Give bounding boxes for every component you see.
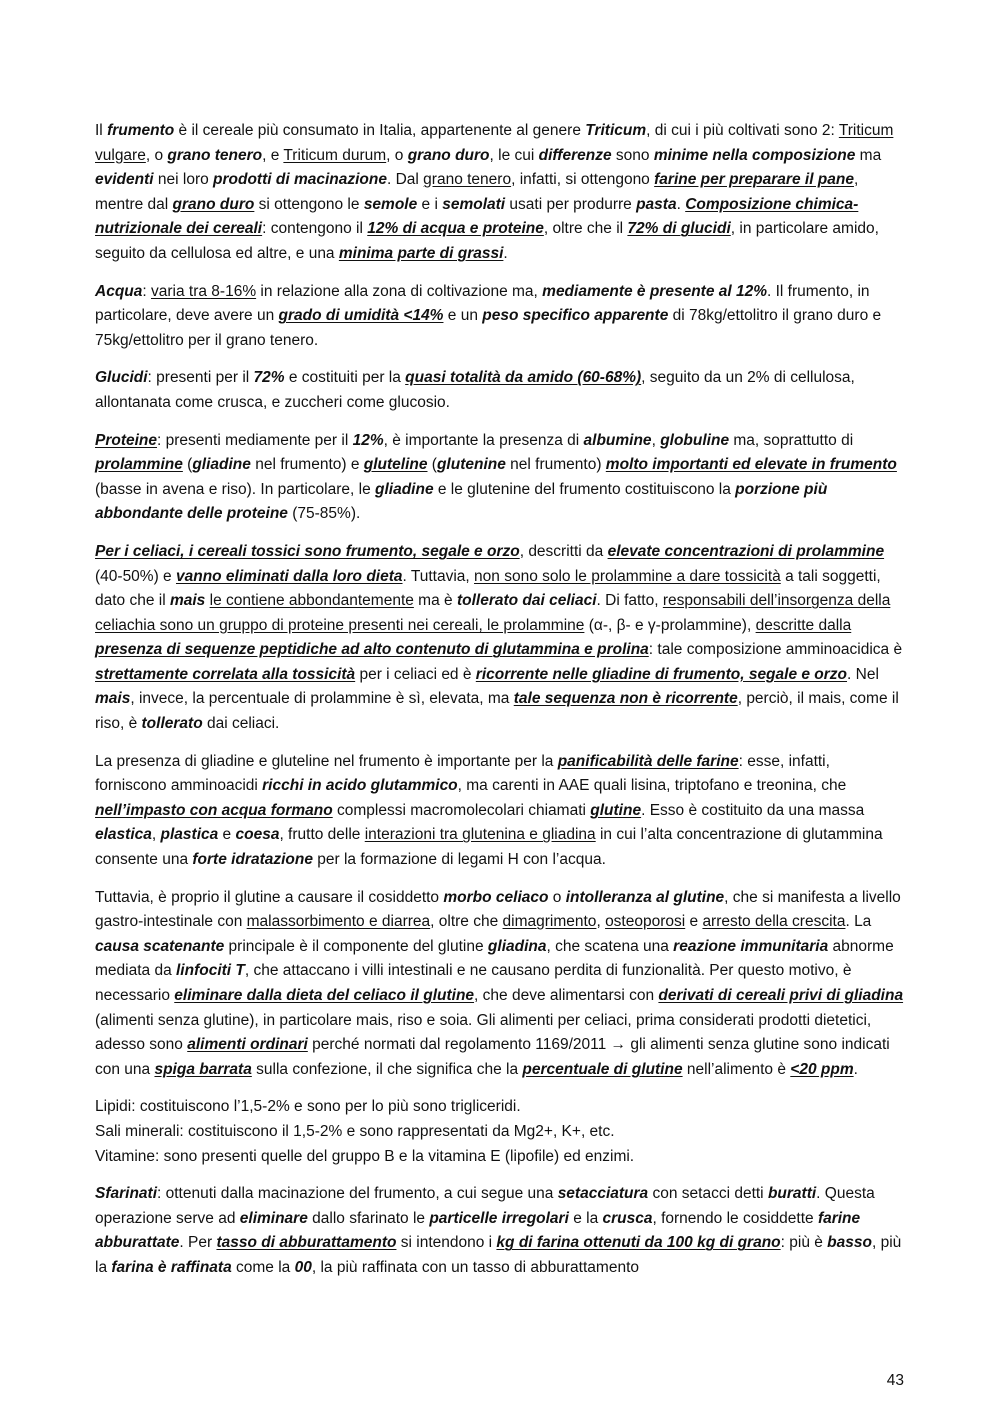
emphasis-underlined-text: tale sequenza non è ricorrente	[513, 690, 738, 708]
emphasis-underlined-text: alimenti ordinari	[187, 1036, 308, 1054]
emphasis-text: farine abburattate	[95, 1209, 861, 1252]
emphasis-text: Acqua	[95, 282, 143, 300]
text-run: .	[503, 244, 508, 262]
emphasis-text: crusca	[602, 1209, 653, 1227]
emphasis-text: 1,5-2%	[240, 1098, 290, 1116]
text-run: sono	[611, 146, 654, 164]
text-run: ,	[151, 826, 161, 844]
emphasis-underlined-text: 72% di glucidi	[627, 220, 731, 238]
emphasis-text: setacciatura	[557, 1185, 649, 1203]
text-run: , frutto delle	[279, 826, 365, 844]
emphasis-text: glutenine	[436, 456, 506, 474]
text-run: nel frumento)	[505, 456, 606, 474]
text-run: : contengono il	[262, 220, 368, 238]
text-run: , in particolare amido, seguito da cellulosa ed altre, e una	[95, 220, 879, 262]
emphasis-text: linfociti T	[176, 962, 245, 980]
text-run: .	[676, 195, 686, 213]
text-run: . Tuttavia,	[402, 567, 475, 585]
text-run: , le cui	[489, 146, 539, 164]
text-run: e la	[394, 1147, 429, 1165]
paragraph	[95, 366, 905, 415]
text-run: . Di fatto,	[596, 592, 663, 610]
text-run: per la formazione di legami H con l’acqua.	[312, 851, 606, 869]
text-run: . Esso è costituito da una massa	[641, 801, 865, 819]
nutrient-line	[95, 1095, 905, 1120]
text-run: , descritti da	[519, 542, 608, 560]
text-run: , e	[262, 146, 284, 164]
underlined-text: responsabili dell’insorgenza della celiachia sono un gruppo di proteine presenti nei cereali, le prolammine	[95, 592, 891, 634]
emphasis-underlined-text: elevate concentrazioni di prolammine	[607, 542, 885, 560]
emphasis-text: grano duro	[407, 146, 490, 164]
emphasis-text: causa scatenante	[95, 937, 225, 955]
text-run: , infatti, si ottengono	[511, 171, 655, 189]
text-run: nell’alimento è	[682, 1060, 791, 1078]
emphasis-underlined-text: farine per preparare il pane	[654, 171, 854, 189]
text-run: :	[142, 282, 151, 300]
nutrient-line	[95, 1145, 905, 1170]
text-run: in cui l’alta concentrazione di glutammina consente una	[95, 826, 883, 869]
text-run: (alimenti senza glutine), in particolare mais, riso e soia. Gli alimenti per celiaci, prima considerati prodotti dietetici, adesso sono	[95, 1011, 872, 1054]
emphasis-text: gliadina	[487, 937, 547, 955]
emphasis-text: Triticum	[585, 122, 647, 139]
underlined-text: arresto della crescita	[702, 913, 846, 931]
text-run: si intendono i	[396, 1234, 497, 1252]
text-run: dallo sfarinato le	[307, 1209, 430, 1227]
emphasis-text: intolleranza al glutine	[565, 888, 725, 906]
emphasis-text: gruppo B	[331, 1147, 395, 1165]
text-run: e sono per lo più sono	[289, 1098, 451, 1116]
paragraph	[95, 429, 905, 527]
text-run: , che deve alimentarsi con	[474, 987, 659, 1004]
text-run: ,	[651, 431, 661, 449]
text-run: (	[427, 456, 437, 474]
text-run: è il cereale più consumato in Italia, appartenente al genere	[174, 122, 586, 139]
text-run: : costituiscono il	[179, 1122, 294, 1140]
text-run: , fornendo le cosiddette	[652, 1209, 818, 1227]
text-run: : più è	[780, 1234, 828, 1252]
text-run: . La	[845, 913, 872, 931]
emphasis-underlined-text: gluteline	[363, 456, 428, 474]
underlined-text: interazioni tra glutenina e gliadina	[364, 826, 596, 844]
text-run: , più la	[95, 1234, 902, 1276]
emphasis-underlined-text: prolammine	[95, 456, 183, 474]
text-run: , invece, la percentuale di prolammine è sì, elevata, ma	[130, 690, 514, 708]
text-run: e i	[417, 195, 443, 213]
emphasis-underlined-text: nell’impasto con acqua formano	[95, 801, 333, 819]
text-run: (40-50%) e	[95, 567, 176, 585]
emphasis-text: elastica	[95, 826, 152, 844]
text-run: , la più raffinata con un tasso di abburattamento	[311, 1258, 639, 1276]
text-run: : presenti per il	[147, 369, 254, 387]
text-run: . Nel	[847, 665, 879, 683]
text-run: (lipofile) ed enzimi.	[500, 1147, 635, 1165]
emphasis-text: prodotti di macinazione	[213, 171, 387, 189]
emphasis-text: globuline	[660, 431, 730, 449]
text-run: , o	[386, 146, 408, 164]
emphasis-underlined-text: 12% di acqua e proteine	[367, 220, 544, 238]
emphasis-underlined-text: eliminare dalla dieta del celiaco il glutine	[174, 987, 475, 1004]
text-run: dai celiaci.	[202, 715, 280, 733]
emphasis-underlined-text: Proteine	[95, 431, 158, 449]
emphasis-text: coesa	[235, 826, 280, 844]
text-run: ma è	[413, 592, 457, 610]
emphasis-underlined-text: Per i celiaci, i cereali tossici sono frumento, segale e orzo	[95, 542, 520, 560]
text-run: principale è il componente del glutine	[224, 937, 488, 955]
text-run: nei loro	[153, 171, 214, 189]
emphasis-underlined-text: derivati di cereali privi di gliadina	[658, 987, 904, 1004]
paragraph	[95, 280, 905, 354]
text-run: Il	[95, 122, 108, 139]
emphasis-text: semole	[363, 195, 418, 213]
emphasis-underlined-text: ricorrente nelle gliadine di frumento, segale e orzo	[475, 665, 848, 683]
text-run: e la	[568, 1209, 603, 1227]
text-run: ma	[855, 146, 882, 164]
text-run: si ottengono le	[254, 195, 364, 213]
emphasis-underlined-text: <20 ppm	[790, 1060, 854, 1078]
text-run: . Il frumento, in particolare, deve avere un	[95, 282, 870, 325]
emphasis-text: semolati	[442, 195, 506, 213]
emphasis-text: 1,5-2%	[293, 1122, 343, 1140]
text-run: o	[548, 888, 566, 906]
emphasis-text: ricchi in acido glutammico	[262, 777, 458, 795]
text-run: abnorme mediata da	[95, 937, 894, 980]
underlined-text: descritte dalla	[755, 616, 852, 634]
emphasis-text: 12%	[352, 431, 384, 449]
text-run: , che scatena una	[546, 937, 674, 955]
emphasis-text: morbo celiaco	[443, 888, 549, 906]
text-run: complessi macromolecolari chiamati	[332, 801, 591, 819]
text-run: con setacci detti	[648, 1185, 768, 1203]
text-run: (75-85%).	[287, 505, 361, 523]
paragraph	[95, 886, 905, 1083]
text-run: nel frumento) e	[250, 456, 364, 474]
emphasis-text: eliminare	[239, 1209, 308, 1227]
emphasis-text: tollerato dai celiaci	[456, 592, 597, 610]
emphasis-text: Lipidi	[95, 1098, 132, 1116]
text-run: , ma carenti in AAE quali lisina, triptofano e treonina, che	[457, 777, 847, 795]
text-run: e	[218, 826, 236, 844]
text-run: , di cui i più coltivati sono 2:	[646, 122, 839, 139]
underlined-text: malassorbimento e diarrea	[246, 913, 431, 931]
emphasis-underlined-text: strettamente correlata alla tossicità	[95, 665, 356, 683]
emphasis-text: peso specifico apparente	[482, 307, 669, 325]
emphasis-text: reazione immunitaria	[673, 937, 829, 955]
emphasis-underlined-text: kg di farina ottenuti da 100 kg di grano	[496, 1234, 781, 1252]
emphasis-text: mediamente è presente al 12%	[542, 282, 768, 300]
text-run: , che attaccano i villi intestinali e ne causano perdita di funzionalità. Per questo motivo, è necessario	[95, 962, 852, 1004]
emphasis-underlined-text: trigliceridi	[450, 1098, 517, 1116]
emphasis-text: albumine	[583, 431, 652, 449]
emphasis-text: plastica	[160, 826, 219, 844]
text-run: ma, soprattutto di	[729, 431, 854, 449]
text-run: : presenti mediamente per il	[157, 431, 353, 449]
text-run: , è importante la presenza di	[383, 431, 584, 449]
text-run: . Dal	[386, 171, 424, 189]
emphasis-underlined-text: tasso di abburattamento	[216, 1234, 397, 1252]
text-run: e le glutenine del frumento costituiscono la	[433, 480, 736, 498]
text-run: : ottenuti dalla macinazione del frumento, a cui segue una	[157, 1185, 558, 1203]
page-number: 43	[886, 1372, 904, 1389]
text-run: a tali soggetti, dato che il	[95, 567, 881, 610]
emphasis-underlined-text: grado di umidità <14%	[278, 307, 444, 325]
underlined-text: varia tra 8-16%	[151, 282, 257, 300]
emphasis-text: 72%	[253, 369, 285, 387]
emphasis-underlined-text: Composizione chimica-nutrizionale dei cereali	[95, 195, 859, 238]
emphasis-text: vitamina E	[428, 1147, 501, 1165]
text-run: di 78kg/ettolitro il grano duro e 75kg/ettolitro per il grano tenero.	[95, 307, 882, 349]
text-run: e	[685, 913, 703, 931]
text-run: usati per produrre	[505, 195, 637, 213]
text-run: e costituiti per la	[284, 369, 406, 387]
underlined-text: osteoporosi	[605, 913, 686, 931]
emphasis-text: 00	[294, 1258, 312, 1276]
emphasis-text: Glucidi	[95, 369, 148, 387]
text-run: , oltre che il	[543, 220, 628, 238]
text-run: , mentre dal	[95, 171, 859, 213]
emphasis-text: buratti	[767, 1185, 817, 1203]
text-run: : esse, infatti, forniscono amminoacidi	[95, 752, 830, 795]
text-run: : sono presenti quelle del	[155, 1147, 332, 1165]
emphasis-underlined-text: grano duro	[172, 195, 255, 213]
emphasis-text: porzione più abbondante delle proteine	[95, 480, 828, 523]
emphasis-underlined-text: presenza di sequenze peptidiche ad alto contenuto di glutammina e prolina	[95, 641, 649, 659]
text-run: .	[516, 1098, 521, 1116]
text-run: , oltre che	[430, 913, 503, 931]
text-run: .	[853, 1060, 858, 1078]
emphasis-text: forte idratazione	[192, 851, 313, 869]
underlined-text: Triticum vulgare	[95, 122, 894, 164]
emphasis-underlined-text: molto importanti ed elevate in frumento	[605, 456, 897, 474]
text-run: e sono rappresentati da Mg2+, K+, etc.	[342, 1122, 615, 1140]
underlined-text: Triticum durum	[283, 146, 387, 164]
text-run: sulla confezione, il che significa che la	[251, 1060, 523, 1078]
emphasis-underlined-text: glutine	[590, 801, 642, 819]
text-run: . Per	[179, 1234, 217, 1252]
body-text	[95, 119, 905, 1281]
emphasis-text: gliadine	[375, 480, 434, 498]
paragraph	[95, 119, 905, 267]
text-run: La presenza di gliadine e gluteline nel frumento è importante per la	[95, 752, 558, 770]
text-run: , seguito da un 2% di cellulosa, allontanata come crusca, e zuccheri come glucosio.	[95, 369, 855, 411]
text-run: , perciò, il mais, come il riso, è	[95, 690, 899, 733]
emphasis-text: gliadine	[192, 456, 251, 474]
text-run: per i celiaci ed è	[355, 665, 476, 683]
text-run: Tuttavia, è proprio il glutine a causare il cosiddetto	[95, 888, 444, 906]
emphasis-text: farina è raffinata	[111, 1258, 232, 1276]
emphasis-underlined-text: spiga barrata	[154, 1060, 252, 1078]
paragraph	[95, 750, 905, 873]
emphasis-underlined-text: quasi totalità da amido (60-68%)	[405, 369, 642, 387]
text-run: in relazione alla zona di coltivazione ma,	[256, 282, 543, 300]
emphasis-text: Vitamine	[95, 1147, 156, 1165]
underlined-text: grano tenero	[423, 171, 512, 189]
emphasis-text: mais	[95, 690, 131, 708]
emphasis-underlined-text: minima parte di grassi	[338, 244, 504, 262]
emphasis-underlined-text: panificabilità delle farine	[557, 752, 739, 770]
emphasis-text: tollerato	[141, 715, 203, 733]
nutrient-line	[95, 1120, 905, 1145]
text-run: perché normati dal regolamento 1169/2011 → gli alimenti senza glutine sono indicati con una	[95, 1036, 890, 1078]
emphasis-text: differenze	[538, 146, 612, 164]
emphasis-text: grano tenero	[167, 146, 263, 164]
text-run: come la	[231, 1258, 295, 1276]
emphasis-text: Sali minerali	[95, 1122, 180, 1140]
emphasis-text: evidenti	[95, 171, 154, 189]
emphasis-text: mais	[169, 592, 206, 610]
underlined-text: dimagrimento	[502, 913, 597, 931]
text-run: (	[182, 456, 193, 474]
underlined-text: le contiene abbondantemente	[209, 592, 414, 610]
text-run: e un	[443, 307, 483, 325]
paragraph-sfarinati	[95, 1182, 905, 1280]
underlined-text: non sono solo le prolammine a dare tossicità	[474, 567, 781, 585]
text-run: , che si manifesta a livello gastro-intestinale con	[95, 888, 901, 931]
text-run: (basse in avena e riso). In particolare, le	[95, 480, 375, 498]
emphasis-underlined-text: vanno eliminati dalla loro dieta	[175, 567, 403, 585]
text-run: . Questa operazione serve ad	[95, 1185, 875, 1227]
nutrient-lines	[95, 1095, 905, 1169]
text-run: ,	[596, 913, 606, 931]
text-run: , o	[145, 146, 168, 164]
text-run: : tale composizione amminoacidica è	[648, 641, 903, 659]
emphasis-text: particelle irregolari	[429, 1209, 569, 1227]
emphasis-underlined-text: percentuale di glutine	[522, 1060, 683, 1078]
emphasis-text: frumento	[107, 122, 175, 139]
emphasis-text: Sfarinati	[95, 1185, 158, 1203]
paragraph	[95, 540, 905, 737]
emphasis-text: basso	[827, 1234, 872, 1252]
text-run: : costituiscono l’	[131, 1098, 241, 1116]
emphasis-text: pasta	[636, 195, 677, 213]
emphasis-text: minime nella composizione	[653, 146, 856, 164]
text-run: (α-, β- e γ-prolammine),	[584, 616, 756, 634]
